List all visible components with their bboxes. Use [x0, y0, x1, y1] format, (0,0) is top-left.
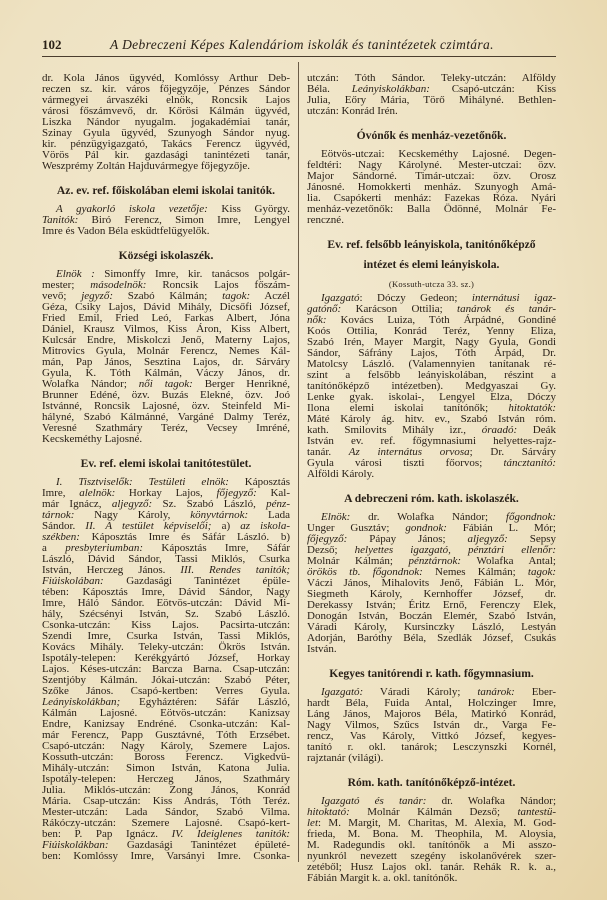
text-line: Máté Károly ág. hitv. ev., Szabó István róm.	[307, 413, 556, 425]
text-line: Kossuth-utczán: Boross Ferencz. Vigkedvü-	[42, 751, 290, 763]
italic-label: let	[307, 817, 318, 829]
text-line: Elnök: dr. Wolafka Nándor; főgondnok:	[321, 511, 556, 523]
text-line: tanító r. okl. tanárok; Lesczynszki Kornél,	[307, 741, 556, 753]
text-line: Tanitók: Biró Ferencz, Simon Imre, Lengyel	[42, 214, 290, 226]
text-line: vevő; jegyző: Szabó Kálmán; tagok: Aczél	[42, 290, 290, 302]
italic-label: Elnök:	[321, 511, 351, 523]
italic-label: presbyteriumban:	[65, 542, 144, 554]
header-rule	[42, 56, 556, 57]
text-line: Mester-utczán: Lada Sándor, Szabó Vilma.	[42, 806, 290, 818]
text-line: zetéből; Husz Lajos okl. tanár. Rehák R. k. a.,	[307, 861, 556, 873]
italic-label: tagok:	[222, 290, 251, 302]
text-line: Imre és Vadon Béla esküdtfelügyelők.	[42, 225, 210, 237]
text-line: városi főszámvevő, dr. Kőrösi Kálmán ügyvéd,	[42, 105, 290, 117]
text-line: Nagy Vilmos, Szűcs István dr., Varga Fe-	[307, 719, 556, 731]
text-line: Mihály-utczán: Simon István, Katona Julia.	[42, 762, 290, 774]
page-number: 102	[42, 37, 62, 52]
text-line: Ilona elemi iskolai tanítónők; hitoktatók:	[307, 402, 556, 414]
italic-label: Az internátus orvosa	[348, 446, 470, 458]
section-heading: Ev. ref. elemi iskolai tanitótestület.	[80, 457, 252, 470]
section-heading: Róm. kath. tanítónőképző-intézet.	[347, 776, 516, 789]
text-line: Matolcsy László. (Valamennyien tanítanak ré-	[307, 358, 556, 370]
paragraph	[307, 687, 556, 764]
text-line: tanítónőképző intézetben). Medgyaszai Gy.	[307, 380, 556, 392]
text-line: utczán: Tóth Sándor. Teleky-utczán: Alföldy	[307, 72, 556, 84]
italic-label: az iskola-	[240, 520, 291, 532]
text-line: gatónő: Karácson Ottilia; tanárok és tanár-	[307, 303, 556, 315]
italic-label: Igazgató és tanár:	[321, 795, 427, 807]
italic-label: tárnok:	[42, 509, 75, 521]
text-line: Endre, Kanizsay Endréné. Csonka-utczán: Kal-	[42, 718, 290, 730]
text-line: Siegmeth Károly, Kernhoffer József, dr.	[307, 588, 556, 600]
text-line: Igazgató: Dóczy Gedeon; internátusi igaz-	[321, 292, 557, 304]
section-heading: intézet és elemi leányiskola.	[363, 258, 500, 271]
text-line: a presbyteriumban: Káposztás Imre, Sáfár	[42, 542, 290, 554]
page-header	[42, 37, 556, 55]
text-line: Rákóczy-utczán: Szemere Lajosné. Csapó-kert-	[42, 817, 290, 829]
text-line: István, Herczeg János. III. Rendes tanitók;	[42, 564, 291, 576]
text-line: menház-vezetőnők: Balla Ödönné, Molnár Fe-	[307, 203, 556, 215]
text-line: Wolafka Nándor; női tagok: Berger Henrikné,	[42, 378, 290, 390]
text-line: Szentjóby Kálmán. Jókai-utczán: Szabó Péter,	[42, 674, 290, 686]
right-column	[307, 73, 556, 884]
text-line: Imre, Háló Sándor. Eötvös-utczán: Dávid Mi-	[42, 597, 290, 609]
text-line: Mitrovics Gyula, Molnár Ferencz, Nemes Kál-	[42, 345, 290, 357]
italic-label: alelnök:	[79, 487, 116, 499]
italic-label: főjegyző:	[307, 533, 348, 545]
text-line: Derekassy István; Éritz Ernő, Ferenczy Elek,	[307, 599, 556, 611]
text-line: renczné.	[307, 214, 344, 226]
text-line: Gyula városi tiszti főorvos; táncztanító:	[307, 457, 556, 469]
text-line: szint a felsőbb leányiskolában, részint a	[307, 369, 556, 381]
text-line: Váczi János, Mihalovits Jenő, Fábián L. Mór,	[307, 577, 556, 589]
italic-label: tantestü-	[517, 806, 556, 818]
text-line: vármegyei árvaszéki elnök, Roncsik Lajos	[42, 94, 290, 106]
text-line: Dániel, Krausz Vilmos, Kiss Áron, Kiss Albert,	[42, 323, 290, 335]
text-line: Igazgató: Váradi Károly; tanárok: Eber-	[321, 686, 556, 698]
text-line: Molnár Kálmán; pénztárnok: Wolafka Antal;	[307, 555, 556, 567]
text-line: Julia, Eőry Mária, Törő Mihályné. Bethlen-	[307, 94, 556, 106]
text-line: ben: Komlóssy Imre, Varsányi Imre. Csonka-	[42, 850, 290, 862]
italic-label: táncztanító:	[503, 457, 556, 469]
text-line: Kulcsár Endre, Miskolczi Jenő, Materny Lajos,	[42, 334, 290, 346]
running-title: A Debreczeni Képes Kalendáriom iskolák és tanintézetek czimtára.	[110, 37, 494, 52]
text-line: Lajos. Késes-utczán: Barcza Barna. Csap-utczán:	[42, 663, 290, 675]
text-line: lia. Csapókerti menház: Fazekas Róza. Nyári	[307, 192, 556, 204]
text-line: már Ignácz, aljegyző: Sz. Szabó László, pénz-	[42, 498, 290, 510]
italic-label: Leányiskolákban:	[351, 83, 430, 95]
italic-label: pénz-	[266, 498, 290, 510]
text-line: I. Tisztviselők: Testületi elnök: Káposztás	[56, 476, 290, 488]
paragraph	[307, 149, 556, 226]
italic-label: I. Tisztviselők: Testületi elnök:	[56, 476, 229, 488]
text-line: főjegyző: Pápay János; aljegyző: Sepsy	[307, 533, 556, 545]
text-line: tárnok: Nagy Károly, könyvtárnok: Lada	[42, 509, 290, 521]
italic-label: gatónő:	[307, 303, 342, 315]
text-line: frieda, M. Bona. M. Theophila, M. Aloysia,	[307, 828, 556, 840]
text-line: Fiúiskolákban: Gazdasági Tanintézet épületé-	[42, 839, 290, 851]
italic-label: székben:	[42, 531, 80, 543]
italic-label: helyettes igazgató, pénztári ellenőr:	[354, 544, 557, 556]
italic-label: Igazgató	[321, 292, 360, 304]
text-line: Kecskeméthy Lajosné.	[42, 433, 143, 445]
text-line: Major Sándorné. Timár-utczai: özv. Orosz	[307, 170, 556, 182]
italic-label: Fiúiskolában:	[42, 575, 104, 587]
text-line: tanár. Az internátus orvosa; Dr. Sárváry	[307, 446, 556, 458]
text-line: feldtéri: Nagy Károlyné. Mester-utczai: özv.	[307, 159, 556, 171]
text-line: Kálmán Lajosné. Eötvös-utczán: Kanizsay	[42, 707, 290, 719]
italic-label: Igazgató:	[321, 686, 364, 698]
text-line: Eötvös-utczai: Kecskeméthy Lajosné. Degen-	[321, 148, 556, 160]
italic-label: Tanitók:	[42, 214, 79, 226]
paragraph	[307, 796, 556, 884]
text-line: Vörös Pál kir. gazdasági tanintézeti tanár,	[42, 149, 290, 161]
text-line: László, Dávid Sándor, Tassi Miklós, Csurka	[42, 553, 290, 565]
text-line: székben: Káposztás Imre és Sáfár László. b)	[42, 531, 290, 543]
section-heading: Kegyes tanitórendi r. kath. főgymnasium.	[329, 667, 534, 680]
italic-label: tagok:	[527, 566, 556, 578]
text-line: mester; másodelnök: Roncsik Lajos főszám-	[42, 279, 290, 291]
italic-label: jegyző:	[81, 290, 113, 302]
text-line: kir. pénzügyigazgató, Takács Ferencz ügyvéd,	[42, 138, 290, 150]
text-line: Kovács Mihály. Teleky-utczán: Ökrös István.	[42, 641, 290, 653]
italic-label: aljegyző:	[111, 498, 153, 510]
italic-label: III. Rendes tanitók;	[180, 564, 291, 576]
italic-label: Fiúiskolákban:	[42, 839, 109, 851]
text-line: mán, Pap János, Sesztina Lajos, dr. Sárváry	[42, 356, 290, 368]
italic-label: főgondnok:	[505, 511, 556, 523]
italic-label: internátusi igaz-	[471, 292, 557, 304]
italic-label: Elnök :	[56, 268, 95, 280]
text-line: tében: Káposztás Imre, Dávid Sándor, Nagy	[42, 586, 290, 598]
italic-label: könyvtárnok:	[190, 509, 249, 521]
text-line: Váradi Károly, Kursinczky László, Lestyán	[307, 621, 556, 633]
italic-label: női tagok:	[138, 378, 193, 390]
text-line: utczán: Konrád Irén.	[307, 105, 398, 117]
text-line: Ispotály-telepen: Kerékgyártó József, Horkay	[42, 652, 290, 664]
text-line: Dezső; helyettes igazgató, pénztári ellenőr:	[307, 544, 557, 556]
text-line: hitoktató: Molnár Kálmán Dezső; tantestü-	[307, 806, 556, 818]
italic-label: hitoktatók:	[508, 402, 556, 414]
italic-label: A gyakorló iskola vezetője:	[56, 203, 208, 215]
text-line: Julia. Miklós-utczán: Zong János, Konrád	[42, 784, 290, 796]
text-line: A gyakorló iskola vezetője: Kiss György.	[56, 203, 291, 215]
section-heading: A debreczeni róm. kath. iskolaszék.	[344, 492, 519, 505]
text-line: kath. Smilovits Mihály izr., óraadó: Deák	[307, 424, 557, 436]
text-line: dr. Kola János ügyvéd, Komlóssy Arthur Deb-	[42, 72, 290, 84]
text-line: már Ferencz, Papp Gusztávné, Tóth Erzsébet.	[42, 729, 290, 741]
text-line: nők: Kovács Luiza, Tóth Árpádné, Gondiné	[307, 314, 556, 326]
text-line: Csapó-utczán: Nagy Károly, Szemere Lajos.	[42, 740, 290, 752]
italic-label: főjegyző:	[216, 487, 257, 499]
italic-label: tanárok:	[477, 686, 515, 698]
text-line: István ev. ref. főgymnasiumi helyettes-rajz-	[307, 435, 556, 447]
text-line: Szinay Gyula ügyvéd, Szunyogh Sándor nyug.	[42, 127, 290, 139]
text-line: Fried Emil, Fried Leó, Farkas Albert, Jóna	[42, 312, 290, 324]
text-line: Liszka Nándor nyugalm. jogakadémiai tanár,	[42, 116, 290, 128]
italic-label: aljegyző:	[467, 533, 508, 545]
italic-label: tanárok és tanár-	[457, 303, 556, 315]
paragraph	[42, 269, 290, 445]
text-line: Donogán István, Boczán Elemér, Szabó István,	[307, 610, 556, 622]
italic-label: nők:	[307, 314, 327, 326]
text-line: rencz, Vas Károly, Vittkó József, kegyes-	[307, 730, 556, 742]
text-line: Szabó Irén, Mayer Margit, Nagy Gyula, Gondi	[307, 336, 556, 348]
paragraph	[307, 293, 556, 480]
text-line: Sándor, Sáfrány Lajos, Tóth Árpád, Dr.	[307, 347, 556, 359]
text-line: Fiúiskolában: Gazdasági Tanintézet épüle-	[42, 575, 290, 587]
italic-label: Leányiskolákban;	[42, 696, 121, 708]
text-line: Jánosné. Homokkerti menház. Szunyogh Amá-	[307, 181, 556, 193]
left-column	[42, 73, 290, 862]
paragraph	[42, 477, 290, 862]
text-line: Alföldi Károly.	[307, 468, 375, 480]
text-line: Veresné Szathmáry Teréz, Vecsey Imréné,	[42, 422, 290, 434]
text-line: reczen sz. kir. város főjegyzője, Pénzes Sándor	[42, 83, 290, 95]
text-line: Weszprémy Zoltán Hajduvármegye főjegyzője.	[42, 160, 251, 172]
text-line: Csonka-utczán: Kiss Lajos. Pacsirta-utczán:	[42, 619, 290, 631]
italic-label: örökös tb. főgondnok:	[307, 566, 423, 578]
text-line: Brunner Edéné, özv. Buzás Elekné, özv. Joó	[42, 389, 290, 401]
text-line: örökös tb. főgondnok: Nemes Kálmán; tagok:	[307, 566, 556, 578]
section-heading: Óvónők és menház-vezetőnők.	[356, 129, 507, 142]
text-line: let: M. Margit, M. Charitas, M. Alexia, M. God-	[307, 817, 556, 829]
text-line: Igazgató és tanár: dr. Wolafka Nándor;	[321, 795, 557, 807]
paragraph	[307, 512, 556, 655]
text-line: hardt Béla, Fuida Antal, Holczinger Imre,	[307, 697, 556, 709]
italic-label: hitoktató:	[307, 806, 350, 818]
text-line: Imre, alelnök: Horkay Lajos, főjegyző: Kal-	[42, 487, 291, 499]
section-heading: Községi iskolaszék.	[118, 249, 214, 262]
text-line: Láng János, Majoros Béla, Matirkó Konrád,	[307, 708, 556, 720]
section-address: (Kossuth-utcza 33. sz.)	[388, 279, 475, 289]
section-heading: Az. ev. ref. főiskolában elemi iskolai tanitók.	[56, 184, 276, 197]
paragraph	[42, 73, 290, 172]
paragraph	[307, 73, 556, 117]
section-heading: Ev. ref. felsőbb leányiskola, tanitónőképző	[327, 238, 536, 251]
text-line: Lenke gyak. iskolai-, Lengyel Elza, Dóczy	[307, 391, 556, 403]
text-line: Szendi Imre, Csurka István, Tassi Miklós,	[42, 630, 290, 642]
text-line: Béla. Leányiskolákban: Csapó-utczán: Kiss	[307, 83, 556, 95]
text-line: Unger Gusztáv; gondnok: Fábián L. Mór;	[307, 522, 556, 534]
text-line: Mária. Csap-utczán: Kiss András, Tóth Teréz.	[42, 795, 290, 807]
text-line: ben: P. Pap Ignácz. IV. Ideiglenes tanitók:	[42, 828, 290, 840]
paragraph	[42, 204, 290, 237]
text-line: hályné, Szabó Kálmánné, Vargáné Dalmy Teréz,	[42, 411, 290, 423]
italic-label: IV. Ideiglenes tanitók:	[171, 828, 290, 840]
text-line: Gyula, K. Tóth Kálmán, Váczy János, dr.	[42, 367, 290, 379]
text-line: rajztanár (világi).	[307, 752, 384, 764]
text-line: Leányiskolákban; Egyháztéren: Sáfár László,	[42, 696, 290, 708]
column-divider	[298, 62, 299, 862]
text-line: M. Radegundis okl. tanítónők a Mi asszo-	[307, 839, 556, 851]
text-line: Koós Ottilia, Konrád Teréz, Yenny Eliza,	[307, 325, 556, 337]
italic-label: gondnok:	[405, 522, 447, 534]
text-line: hály, Szécsényi István, Sz. Szabó László.	[42, 608, 290, 620]
text-line: Géza, Csiky Lajos, Dávid Mihály, Dicsőfi József,	[42, 301, 290, 313]
text-line: István.	[307, 643, 337, 655]
text-line: Szőke János. Csapó-kertben: Verres Gyula.	[42, 685, 290, 697]
text-line: Istvánné, Roncsik Lajosné, özv. Steinfeld Mi-	[42, 400, 290, 412]
text-line: Adorján, Baróthy Béla, Szedlák József, Csukás	[307, 632, 556, 644]
text-line: Sándor. II. A testület képviselői; a) az iskola-	[42, 520, 291, 532]
italic-label: II. A testület képviselői;	[85, 520, 212, 532]
italic-label: óraadó:	[481, 424, 518, 436]
italic-label: pénztárnok:	[408, 555, 462, 567]
text-line: nyunkról nevezett szegény iskolanővérek szer-	[307, 850, 556, 862]
italic-label: másodelnök:	[90, 279, 147, 291]
text-line: Elnök : Simonffy Imre, kir. tanácsos polgár-	[56, 268, 290, 280]
text-line: Fábián Margit k. a. okl. tanítónők.	[307, 872, 458, 884]
text-line: Ispotály-telepen: Herczeg János, Szathmáry	[42, 773, 290, 785]
